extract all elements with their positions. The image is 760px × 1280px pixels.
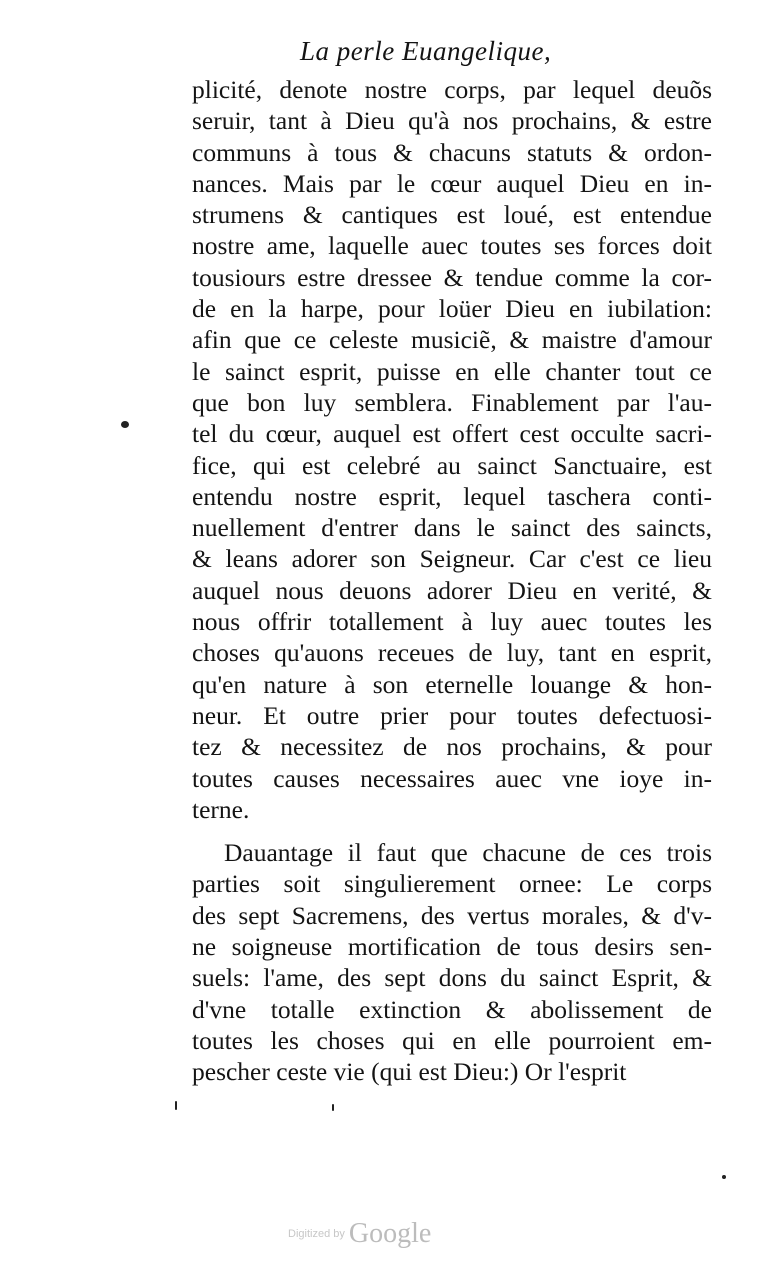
text-line: nuellement d'entrer dans le sainct des saincts, [192, 513, 712, 543]
text-line: pescher ceste vie (qui est Dieu:) Or l'esprit [192, 1057, 627, 1087]
paragraph-2 [192, 837, 712, 1087]
text-line: de en la harpe, pour loüer Dieu en iubilation: [192, 294, 712, 324]
text-line: toutes les choses qui en elle pourroient em- [192, 1025, 712, 1055]
text-line: fice, qui est celebré au sainct Sanctuaire, est [192, 450, 712, 480]
digitized-by-google-watermark [288, 1218, 458, 1258]
paragraph-gap [192, 825, 712, 837]
text-line: communs à tous & chacuns statuts & ordon- [192, 137, 712, 167]
text-line: qu'en nature à son eternelle louange & hon- [192, 669, 712, 699]
ink-speck [332, 1104, 334, 1111]
text-line: entendu nostre esprit, lequel taschera conti- [192, 481, 712, 511]
text-line: terne. [192, 794, 250, 824]
text-line: choses qu'auons receues de luy, tant en esprit, [192, 638, 712, 668]
google-logo: Google [348, 1218, 432, 1249]
text-line: seruir, tant à Dieu qu'à nos prochains, & estre [192, 106, 712, 136]
body-text [192, 74, 712, 1088]
text-line: le sainct esprit, puisse en elle chanter tout ce [192, 356, 712, 386]
text-line: ne soigneuse mortification de tous desirs sen- [192, 932, 712, 962]
running-head: La perle Euangelique, [300, 36, 552, 66]
text-line: suels: l'ame, des sept dons du sainct Esprit, & [192, 963, 712, 993]
text-line: nances. Mais par le cœur auquel Dieu en in- [192, 168, 712, 198]
text-line: parties soit singulierement ornee: Le corps [192, 869, 712, 899]
ink-speck [121, 421, 129, 428]
ink-speck [722, 1175, 726, 1179]
text-line: tel du cœur, auquel est offert cest occulte sacri- [192, 419, 712, 449]
text-line: nostre ame, laquelle auec toutes ses forces doit [192, 231, 712, 261]
text-line: d'vne totalle extinction & abolissement de [192, 994, 712, 1024]
text-line: neur. Et outre prier pour toutes defectuosi- [192, 700, 712, 730]
paragraph-1 [192, 74, 712, 825]
text-line: des sept Sacremens, des vertus morales, & d'v- [192, 900, 712, 930]
text-line: & leans adorer son Seigneur. Car c'est ce lieu [192, 544, 712, 574]
text-line: strumens & cantiques est loué, est entendue [192, 200, 712, 230]
text-line: toutes causes necessaires auec vne ioye in- [192, 763, 712, 793]
text-line: tousiours estre dressee & tendue comme la cor- [192, 262, 712, 292]
text-line: afin que ce celeste musiciẽ, & maistre d'amour [192, 325, 712, 355]
text-line: tez & necessitez de nos prochains, & pour [192, 732, 712, 762]
text-line: que bon luy semblera. Finablement par l'au- [192, 387, 712, 417]
ink-speck [175, 1101, 177, 1110]
digitized-by-label: Digitized by [288, 1228, 345, 1240]
text-line: Dauantage il faut que chacune de ces trois [224, 838, 712, 868]
text-line: auquel nous deuons adorer Dieu en verité, & [192, 575, 712, 605]
text-line: plicité, denote nostre corps, par lequel deuõs [192, 75, 712, 104]
text-line: nous offrir totallement à luy auec toutes les [192, 607, 712, 637]
